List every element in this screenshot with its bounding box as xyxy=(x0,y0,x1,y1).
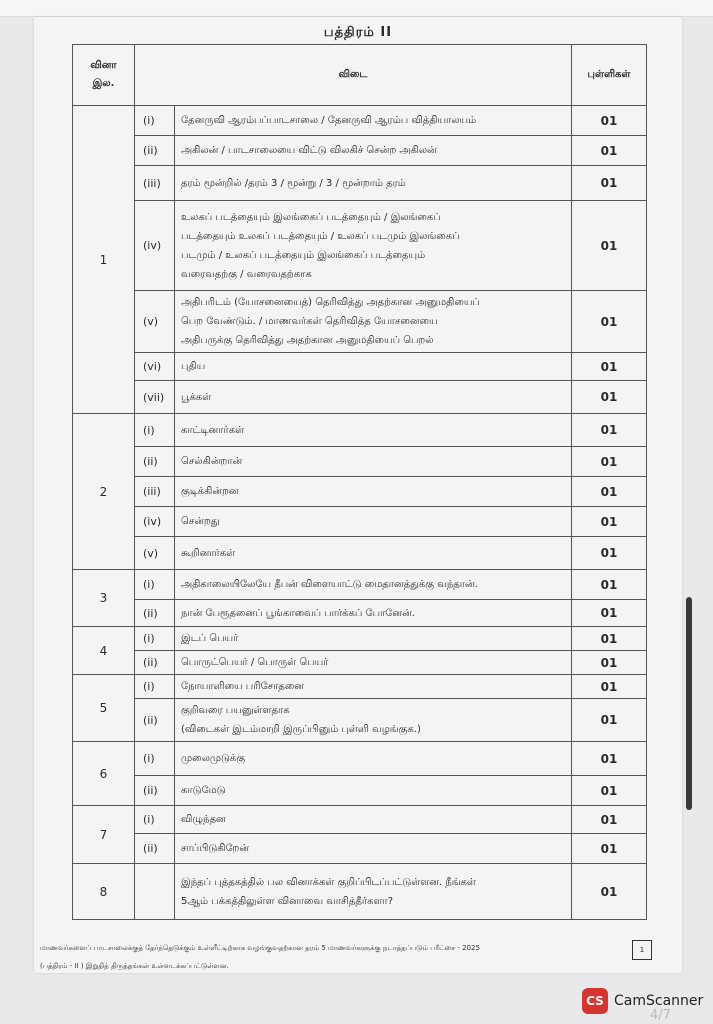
answer-cell xyxy=(175,742,572,776)
answer-cell xyxy=(175,627,572,651)
camscanner-watermark xyxy=(582,988,703,1014)
answer-line: அதிபருக்கு தெரிவித்து அதற்கான அனுமதியைப் பெறல் xyxy=(181,335,434,346)
answer-cell xyxy=(175,507,572,537)
page-title: பத்திரம் II xyxy=(323,25,393,40)
header-question-number xyxy=(73,45,135,106)
table-row xyxy=(73,106,647,136)
answer-line: வரைவதற்கு / வரைவதற்காக xyxy=(181,268,312,280)
sub-question-label: (i) xyxy=(135,414,175,447)
answer-line: அதிபரிடம் (யோசனையைத்) தெரிவித்து அதற்கான அனுமதியைப் xyxy=(181,297,480,308)
table-row xyxy=(73,675,647,699)
footer-line-1: மாணவர்களைப் பாடசாலைக்குத் தேர்ந்தெடுக்கும் உள்ளீட்டிற்காக வழங்குவதற்கான தரம் 5 மாணவர்களுக்கு நடாத்தப்படும் பரீட்சை - 2025 xyxy=(40,944,480,952)
table-row xyxy=(73,600,647,627)
marks-cell: 01 xyxy=(572,806,647,834)
table-header-row xyxy=(73,45,647,106)
answer-cell xyxy=(175,166,572,201)
answer-cell xyxy=(175,600,572,627)
table-row xyxy=(73,570,647,600)
vertical-scrollbar[interactable] xyxy=(686,597,692,810)
table-row xyxy=(73,537,647,570)
answer-cell xyxy=(175,414,572,447)
question-number: 8 xyxy=(73,864,135,920)
sub-question-label: (i) xyxy=(135,106,175,136)
answer-cell xyxy=(175,136,572,166)
answer-line: விழுந்தன xyxy=(181,814,226,825)
marks-cell: 01 xyxy=(572,106,647,136)
answer-line: நான் பேரூதனைப் பூங்காவைப் பார்க்கப் போனேன். xyxy=(181,607,415,619)
answer-cell xyxy=(175,381,572,414)
answer-line: இந்தப் புத்தகத்தில் பல வினாக்கள் குறிப்பிடப்பட்டுள்ளன. நீங்கள் xyxy=(181,876,476,888)
marks-cell: 01 xyxy=(572,864,647,920)
table-row xyxy=(73,834,647,864)
answer-line: இடப் பெயர் xyxy=(181,633,239,644)
answer-cell xyxy=(175,201,572,291)
table-row xyxy=(73,864,647,920)
sub-question-label xyxy=(135,864,175,920)
header-marks: புள்ளிகள் xyxy=(572,45,647,106)
sub-question-label: (ii) xyxy=(135,447,175,477)
sub-question-label: (i) xyxy=(135,806,175,834)
marks-cell: 01 xyxy=(572,834,647,864)
marks-cell: 01 xyxy=(572,353,647,381)
answer-line: தரம் மூன்றில் /தரம் 3 / மூன்று / 3 / மூன்றாம் தரம் xyxy=(181,177,406,189)
table-row xyxy=(73,477,647,507)
sub-question-label: (i) xyxy=(135,675,175,699)
answer-cell xyxy=(175,570,572,600)
sub-question-label: (ii) xyxy=(135,600,175,627)
sub-question-label: (ii) xyxy=(135,699,175,742)
marks-cell: 01 xyxy=(572,136,647,166)
sub-question-label: (i) xyxy=(135,742,175,776)
answer-cell xyxy=(175,537,572,570)
answer-cell xyxy=(175,291,572,353)
sub-question-label: (vi) xyxy=(135,353,175,381)
table-row xyxy=(73,381,647,414)
table-row xyxy=(73,201,647,291)
answer-line: படமும் / உலகப் படத்தையும் இலங்கைப் படத்தையும் xyxy=(181,249,426,261)
marks-cell: 01 xyxy=(572,447,647,477)
marks-cell: 01 xyxy=(572,381,647,414)
table-row xyxy=(73,699,647,742)
answer-cell xyxy=(175,447,572,477)
answer-line: புதிய xyxy=(181,361,206,372)
table-row xyxy=(73,651,647,675)
answer-line: நோயாளியை பரிசோதனை xyxy=(181,681,304,692)
table-row xyxy=(73,507,647,537)
sub-question-label: (iii) xyxy=(135,477,175,507)
answer-line: குறிவரை பயனுள்ளதாக xyxy=(181,705,290,716)
page-counter: 4/7 xyxy=(650,1008,671,1023)
marks-cell: 01 xyxy=(572,414,647,447)
answer-line: படத்தையும் உலகப் படத்தையும் / உலகப் படமும் இலங்கைப் xyxy=(181,230,460,242)
sub-question-label: (iv) xyxy=(135,507,175,537)
answer-rows xyxy=(73,106,647,920)
table-row xyxy=(73,414,647,447)
answer-cell xyxy=(175,806,572,834)
sub-question-label: (i) xyxy=(135,570,175,600)
header-answer: விடை xyxy=(135,45,572,106)
answer-line: செல்கின்றான் xyxy=(181,456,243,467)
question-number: 6 xyxy=(73,742,135,806)
table-row xyxy=(73,806,647,834)
question-number: 5 xyxy=(73,675,135,742)
answer-cell xyxy=(175,477,572,507)
answer-line: கூறினார்கள் xyxy=(181,547,236,559)
answer-line: சென்றது xyxy=(181,516,220,527)
question-number: 1 xyxy=(73,106,135,414)
answer-cell xyxy=(175,675,572,699)
header-qno-line2: இல. xyxy=(92,78,115,89)
table-row xyxy=(73,166,647,201)
sub-question-label: (iii) xyxy=(135,166,175,201)
answer-line: குடிக்கின்றன xyxy=(181,486,239,497)
answer-line: சாப்பிடுகிறேன் xyxy=(181,843,250,854)
answer-line: முலைமுடுக்கு xyxy=(181,753,246,764)
answer-line: பொருட்பெயர் / பொருள் பெயர் xyxy=(181,657,329,668)
table-row xyxy=(73,776,647,806)
answer-line: உலகப் படத்தையும் இலங்கைப் படத்தையும் / இலங்கைப் xyxy=(181,211,441,223)
page-footer xyxy=(40,939,630,975)
marks-cell: 01 xyxy=(572,201,647,291)
table-row xyxy=(73,136,647,166)
question-number: 4 xyxy=(73,627,135,675)
answer-line: காடுமேடு xyxy=(181,785,226,796)
sub-question-label: (v) xyxy=(135,537,175,570)
answer-key-table xyxy=(72,44,647,920)
question-number: 7 xyxy=(73,806,135,864)
marks-cell: 01 xyxy=(572,477,647,507)
table-row xyxy=(73,447,647,477)
answer-cell xyxy=(175,651,572,675)
marks-cell: 01 xyxy=(572,291,647,353)
answer-line: தேனருவி ஆரம்பப்பாடசாலை / தேனருவி ஆரம்ப வித்தியாலயம் xyxy=(181,115,477,126)
table-row xyxy=(73,291,647,353)
answer-line: பெற வேண்டும். / மாணவர்கள் தெரிவித்த யோசனையை xyxy=(181,316,438,327)
question-number: 2 xyxy=(73,414,135,570)
table-row xyxy=(73,627,647,651)
sub-question-label: (i) xyxy=(135,627,175,651)
table-row xyxy=(73,353,647,381)
viewer-top-bar xyxy=(0,0,713,17)
question-number: 3 xyxy=(73,570,135,627)
header-qno-line1: வினா xyxy=(90,60,117,71)
answer-line: காட்டினார்கள் xyxy=(181,424,245,436)
answer-note: (விடைகள் இடம்மாறி இருப்பினும் புள்ளி வழங்குக.) xyxy=(181,724,421,735)
sub-question-label: (ii) xyxy=(135,136,175,166)
marks-cell: 01 xyxy=(572,675,647,699)
answer-line: பூக்கள் xyxy=(181,391,212,403)
document-page xyxy=(34,17,682,973)
answer-cell xyxy=(175,864,572,920)
answer-line: அதிகாலையிலேயே தீபன் விளையாட்டு மைதானத்துக்கு வந்தான். xyxy=(181,579,478,590)
marks-cell: 01 xyxy=(572,600,647,627)
camscanner-label: CamScanner xyxy=(614,993,704,1009)
camscanner-logo-icon: CS xyxy=(582,988,608,1014)
sub-question-label: (vii) xyxy=(135,381,175,414)
answer-cell xyxy=(175,699,572,742)
sub-question-label: (ii) xyxy=(135,834,175,864)
marks-cell: 01 xyxy=(572,699,647,742)
marks-cell: 01 xyxy=(572,627,647,651)
sub-question-label: (v) xyxy=(135,291,175,353)
sub-question-label: (ii) xyxy=(135,776,175,806)
answer-cell xyxy=(175,834,572,864)
marks-cell: 01 xyxy=(572,651,647,675)
footer-line-2: (பத்திரம் - II ) இறுதித் திருத்தங்கள் உள்ளடக்கப்பட்டுள்ளன. xyxy=(40,962,229,970)
sub-question-label: (iv) xyxy=(135,201,175,291)
marks-cell: 01 xyxy=(572,166,647,201)
answer-line: அகிலன் / பாடசாலையை விட்டு விலகிச் சென்ற அகிலன் xyxy=(181,145,437,156)
marks-cell: 01 xyxy=(572,776,647,806)
sub-question-label: (ii) xyxy=(135,651,175,675)
marks-cell: 01 xyxy=(572,507,647,537)
answer-cell xyxy=(175,776,572,806)
answer-line: 5ஆம் பக்கத்திலுள்ள வினாவை வாசித்தீர்களா? xyxy=(181,895,394,907)
page-number-box: 1 xyxy=(632,940,652,960)
table-row xyxy=(73,742,647,776)
answer-cell xyxy=(175,353,572,381)
marks-cell: 01 xyxy=(572,742,647,776)
answer-cell xyxy=(175,106,572,136)
marks-cell: 01 xyxy=(572,537,647,570)
marks-cell: 01 xyxy=(572,570,647,600)
